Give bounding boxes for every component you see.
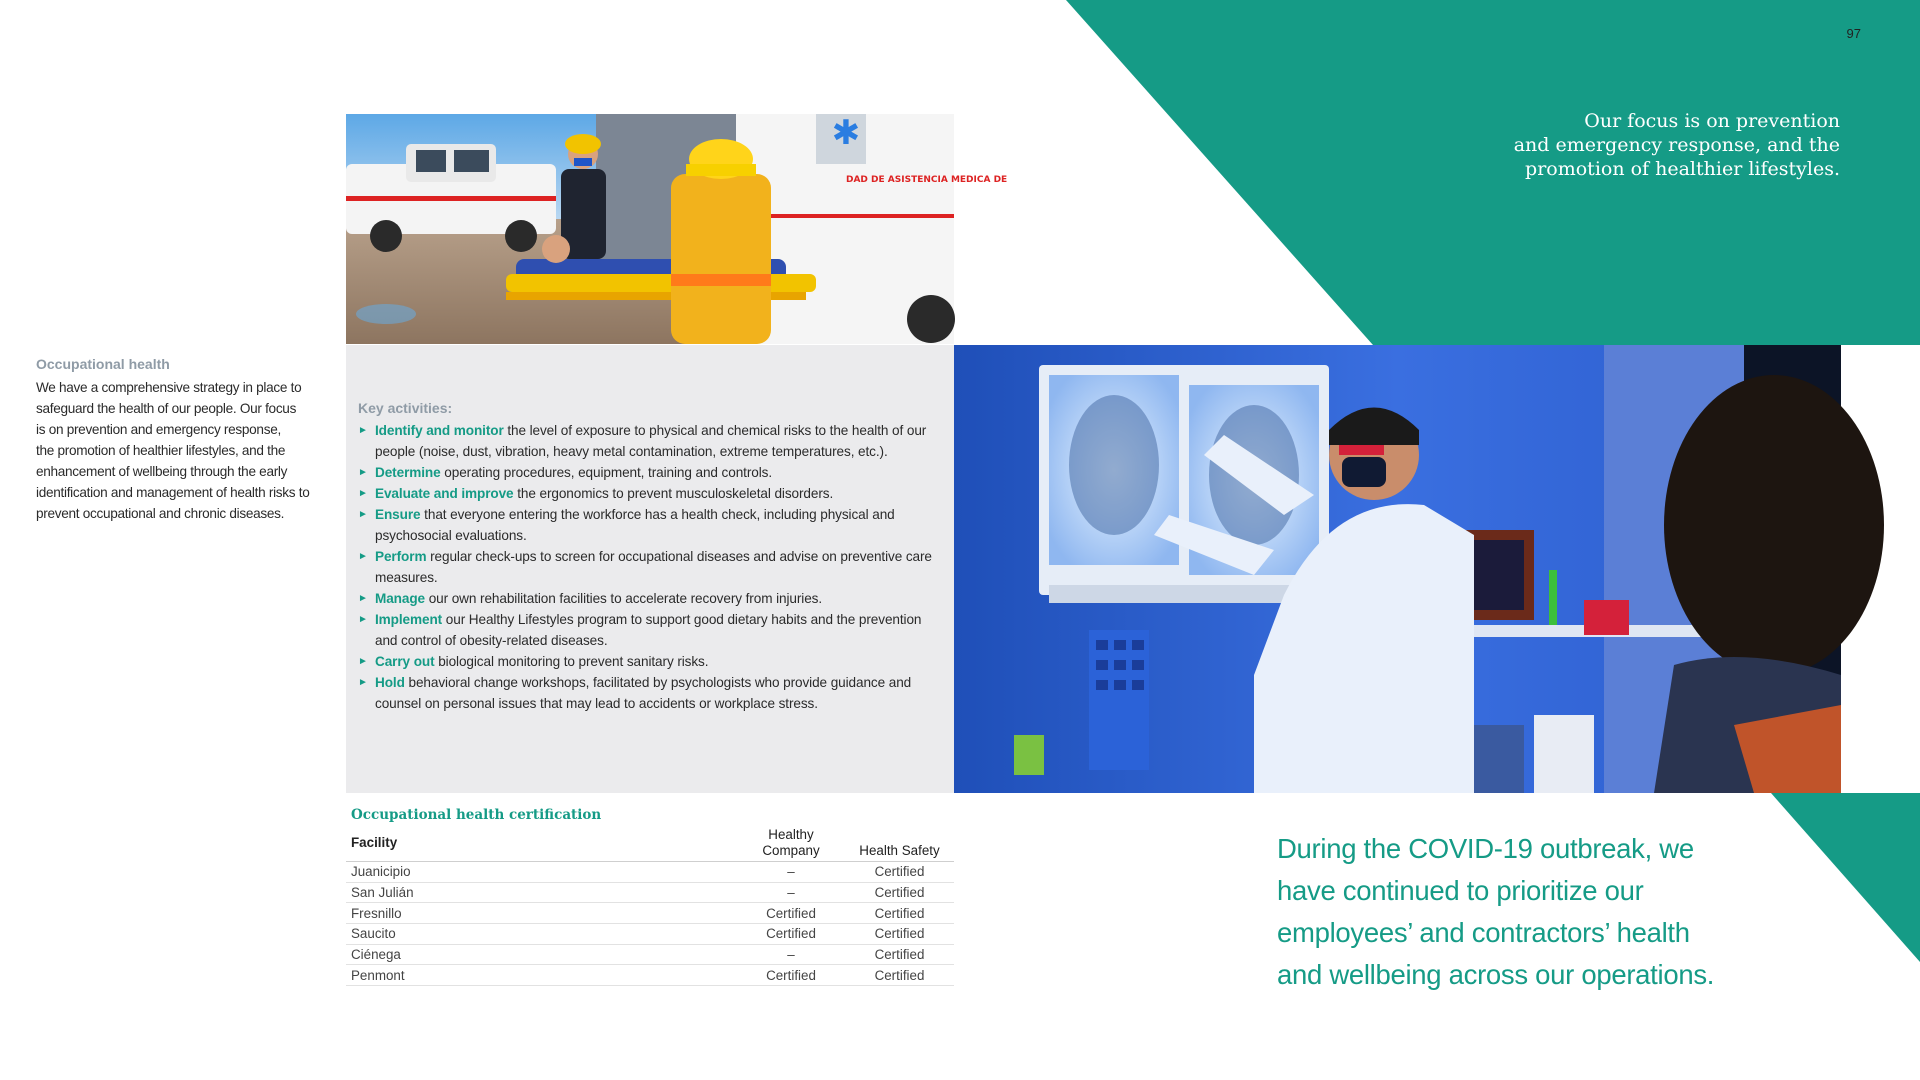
bullet-arrow-icon: ► bbox=[358, 488, 368, 499]
header-line: Healthy bbox=[768, 827, 814, 842]
activity-text: our Healthy Lifestyles program to support good dietary habits and the prevention and control of obesity-related diseases. bbox=[375, 612, 922, 648]
cell-facility: Saucito bbox=[346, 924, 737, 945]
body-line: We have a comprehensive strategy in place to bbox=[36, 380, 302, 395]
table-row bbox=[346, 882, 954, 903]
body-line: the promotion of healthier lifestyles, and the bbox=[36, 443, 286, 458]
activity-text: that everyone entering the workforce has a health check, including physical and psychosocial evaluations. bbox=[375, 507, 895, 543]
certification-title: Occupational health certification bbox=[351, 807, 602, 823]
table-row bbox=[346, 903, 954, 924]
column-header-healthy-company bbox=[737, 825, 845, 862]
cell-health-safety: Certified bbox=[845, 882, 954, 903]
cell-health-safety: Certified bbox=[845, 924, 954, 945]
body-line: is on prevention and emergency response, bbox=[36, 422, 281, 437]
activity-item bbox=[358, 609, 943, 651]
activity-lead: Perform bbox=[375, 549, 427, 564]
occupational-health-body bbox=[36, 377, 336, 524]
svg-text:✱: ✱ bbox=[831, 113, 861, 153]
wall-keypad bbox=[1089, 630, 1149, 770]
cell-health-safety: Certified bbox=[845, 944, 954, 965]
activity-item bbox=[358, 504, 943, 546]
covid-line: employees’ and contractors’ health bbox=[1277, 917, 1690, 948]
cell-facility: Fresnillo bbox=[346, 903, 737, 924]
cell-health-safety: Certified bbox=[845, 903, 954, 924]
activity-text: our own rehabilitation facilities to accelerate recovery from injuries. bbox=[425, 591, 823, 606]
activity-text: the ergonomics to prevent musculoskeletal disorders. bbox=[513, 486, 834, 501]
body-line: prevent occupational and chronic diseases. bbox=[36, 506, 285, 521]
bullet-arrow-icon: ► bbox=[358, 425, 368, 436]
occupational-health-heading: Occupational health bbox=[36, 356, 170, 372]
activity-item bbox=[358, 672, 943, 714]
table-row bbox=[346, 965, 954, 986]
hero-quote-line: and emergency response, and the bbox=[1513, 134, 1840, 156]
page-number: 97 bbox=[1846, 26, 1861, 41]
covid-line: have continued to prioritize our bbox=[1277, 875, 1644, 906]
bullet-arrow-icon: ► bbox=[358, 467, 368, 478]
activity-text: regular check-ups to screen for occupational diseases and advise on preventive care measures. bbox=[375, 549, 932, 585]
cell-healthy-company: Certified bbox=[737, 924, 845, 945]
table-row bbox=[346, 944, 954, 965]
bullet-arrow-icon: ► bbox=[358, 551, 368, 562]
doctor-xray-scene bbox=[954, 345, 1841, 793]
ambulance-label: DAD DE ASISTENCIA MEDICA DE bbox=[846, 175, 1008, 185]
activity-item bbox=[358, 420, 943, 462]
activity-lead: Implement bbox=[375, 612, 443, 627]
bullet-arrow-icon: ► bbox=[358, 593, 368, 604]
activity-lead: Identify and monitor bbox=[375, 423, 504, 438]
bullet-arrow-icon: ► bbox=[358, 509, 368, 520]
table-header-row bbox=[346, 825, 954, 862]
red-box bbox=[1584, 600, 1629, 635]
bullet-arrow-icon: ► bbox=[358, 677, 368, 688]
column-header-health-safety: Health Safety bbox=[845, 825, 954, 862]
hero-quote-line: Our focus is on prevention bbox=[1584, 110, 1840, 132]
key-activities-list bbox=[358, 420, 943, 714]
body-line: safeguard the health of our people. Our focus bbox=[36, 401, 297, 416]
cell-healthy-company: – bbox=[737, 862, 845, 883]
body-line: identification and management of health risks to bbox=[36, 485, 310, 500]
bullet-arrow-icon: ► bbox=[358, 614, 368, 625]
covid-line: During the COVID-19 outbreak, we bbox=[1277, 833, 1694, 864]
activity-item bbox=[358, 546, 943, 588]
cell-facility: San Julián bbox=[346, 882, 737, 903]
column-header-facility: Facility bbox=[346, 825, 737, 862]
ambulance-photo bbox=[346, 113, 1008, 344]
activity-text: operating procedures, equipment, training and controls. bbox=[440, 465, 773, 480]
activity-lead: Determine bbox=[375, 465, 441, 480]
occupational-health-section bbox=[36, 356, 336, 524]
cell-healthy-company: – bbox=[737, 944, 845, 965]
sticky-note bbox=[1014, 735, 1044, 775]
hero-quote bbox=[1450, 109, 1840, 181]
cell-health-safety: Certified bbox=[845, 862, 954, 883]
covid-line: and wellbeing across our operations. bbox=[1277, 959, 1715, 990]
activity-item bbox=[358, 588, 943, 609]
activity-item bbox=[358, 651, 943, 672]
cell-healthy-company: Certified bbox=[737, 965, 845, 986]
body-line: enhancement of wellbeing through the early bbox=[36, 464, 288, 479]
table-row bbox=[346, 862, 954, 883]
activity-lead: Carry out bbox=[375, 654, 435, 669]
certification-table bbox=[346, 825, 954, 986]
activity-lead: Hold bbox=[375, 675, 405, 690]
covid-statement bbox=[1277, 828, 1777, 996]
bullet-arrow-icon: ► bbox=[358, 656, 368, 667]
key-activities-heading: Key activities: bbox=[358, 400, 453, 416]
cell-facility: Penmont bbox=[346, 965, 737, 986]
cell-healthy-company: Certified bbox=[737, 903, 845, 924]
activity-item bbox=[358, 483, 943, 504]
activity-text: behavioral change workshops, facilitated by psychologists who provide guidance and counsel on personal issues that may lead to accidents or workplace stress. bbox=[375, 675, 912, 711]
ambulance-scene bbox=[346, 113, 1008, 344]
activity-item bbox=[358, 462, 943, 483]
cell-healthy-company: – bbox=[737, 882, 845, 903]
activity-text: the level of exposure to physical and chemical risks to the health of our people (noise, dust, vibration, heavy metal contamination, extreme temperatures, etc.). bbox=[375, 423, 927, 459]
cell-health-safety: Certified bbox=[845, 965, 954, 986]
activity-lead: Ensure bbox=[375, 507, 421, 522]
activity-text: biological monitoring to prevent sanitary risks. bbox=[434, 654, 709, 669]
activity-lead: Manage bbox=[375, 591, 426, 606]
hero-quote-line: promotion of healthier lifestyles. bbox=[1525, 158, 1840, 180]
cell-facility: Juanicipio bbox=[346, 862, 737, 883]
doctor-xray-photo bbox=[954, 345, 1841, 793]
activity-lead: Evaluate and improve bbox=[375, 486, 514, 501]
teal-triangle-bottom bbox=[1771, 793, 1920, 962]
table-row bbox=[346, 924, 954, 945]
cell-facility: Ciénega bbox=[346, 944, 737, 965]
header-line: Company bbox=[762, 843, 820, 858]
firefighter bbox=[671, 139, 771, 344]
